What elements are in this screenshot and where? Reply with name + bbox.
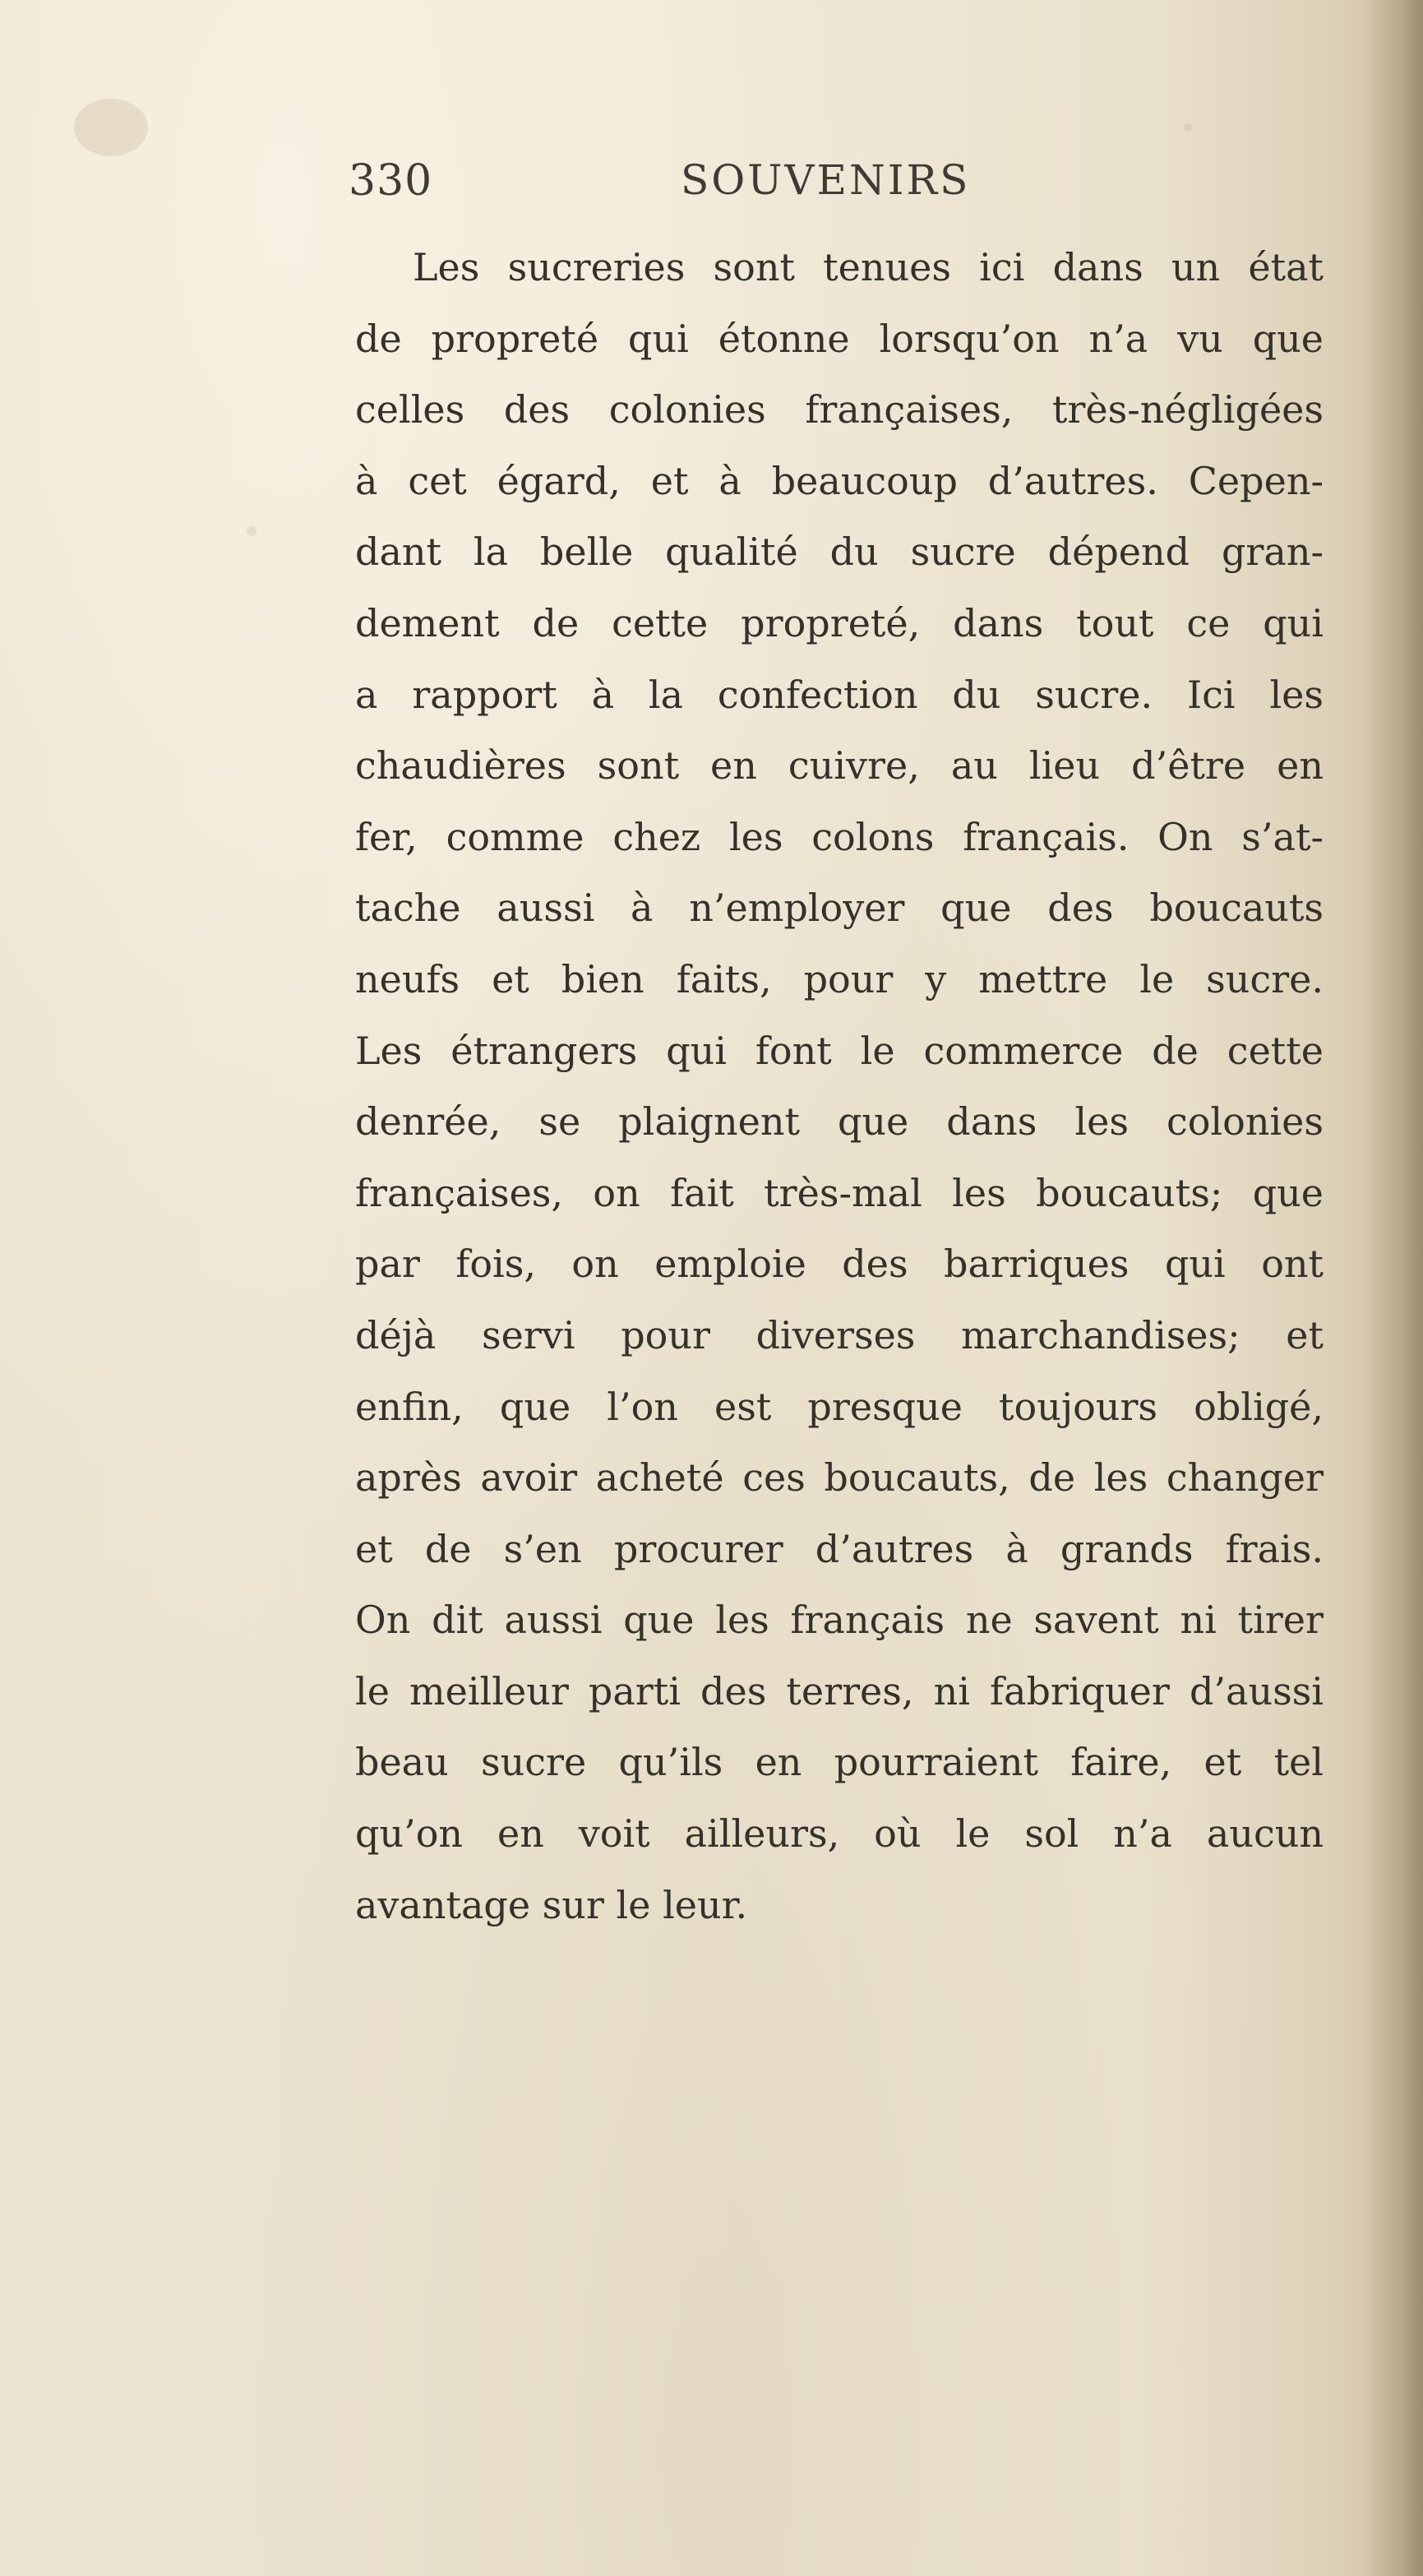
text-line: dant la belle qualité du sucre dépend gran-	[355, 530, 1324, 575]
text-line: Les étrangers qui font le commerce de cette	[355, 1028, 1324, 1073]
text-line: chaudières sont en cuivre, au lieu d’être en	[355, 743, 1324, 789]
text-line: Les sucreries sont tenues ici dans un état	[413, 245, 1324, 289]
text-line: neufs et bien faits, pour y mettre le sucre.	[355, 956, 1324, 1001]
text-line: enfin, que l’on est presque toujours obligé,	[355, 1384, 1324, 1429]
text-line: qu’on en voit ailleurs, où le sol n’a aucun	[355, 1811, 1324, 1857]
text-line: de propreté qui étonne lorsqu’on n’a vu que	[355, 316, 1324, 361]
page-edge-shadow	[1365, 0, 1423, 2576]
text-line: avantage sur le leur.	[355, 1882, 748, 1927]
text-line: dement de cette propreté, dans tout ce qui	[355, 600, 1324, 645]
paper-stain	[74, 99, 148, 156]
paper-stain	[247, 526, 256, 536]
text-line: déjà servi pour diverses marchandises; et	[355, 1312, 1324, 1357]
page-number: 330	[349, 156, 433, 206]
text-line: et de s’en procurer d’autres à grands frais.	[355, 1526, 1324, 1571]
text-line: On dit aussi que les français ne savent ni tirer	[355, 1598, 1324, 1643]
text-line: a rapport à la confection du sucre. Ici les	[355, 672, 1324, 717]
text-line: à cet égard, et à beaucoup d’autres. Cepen-	[355, 458, 1324, 503]
text-line: après avoir acheté ces boucauts, de les changer	[355, 1455, 1324, 1501]
text-line: françaises, on fait très-mal les boucauts; que	[355, 1170, 1324, 1215]
paper-stain	[1184, 123, 1192, 132]
text-line: le meilleur parti des terres, ni fabriquer d’aussi	[355, 1668, 1324, 1713]
text-line: denrée, se plaignent que dans les colonies	[355, 1099, 1324, 1145]
running-head: SOUVENIRS	[681, 156, 971, 204]
page-header	[349, 156, 990, 222]
text-line: celles des colonies françaises, très-négligées	[355, 387, 1324, 432]
text-line: tache aussi à n’employer que des boucauts	[355, 886, 1324, 931]
text-line: par fois, on emploie des barriques qui ont	[355, 1242, 1324, 1287]
text-line: fer, comme chez les colons français. On s’at-	[355, 814, 1324, 859]
body-text	[355, 232, 1324, 1940]
text-line: beau sucre qu’ils en pourraient faire, et tel	[355, 1740, 1324, 1785]
